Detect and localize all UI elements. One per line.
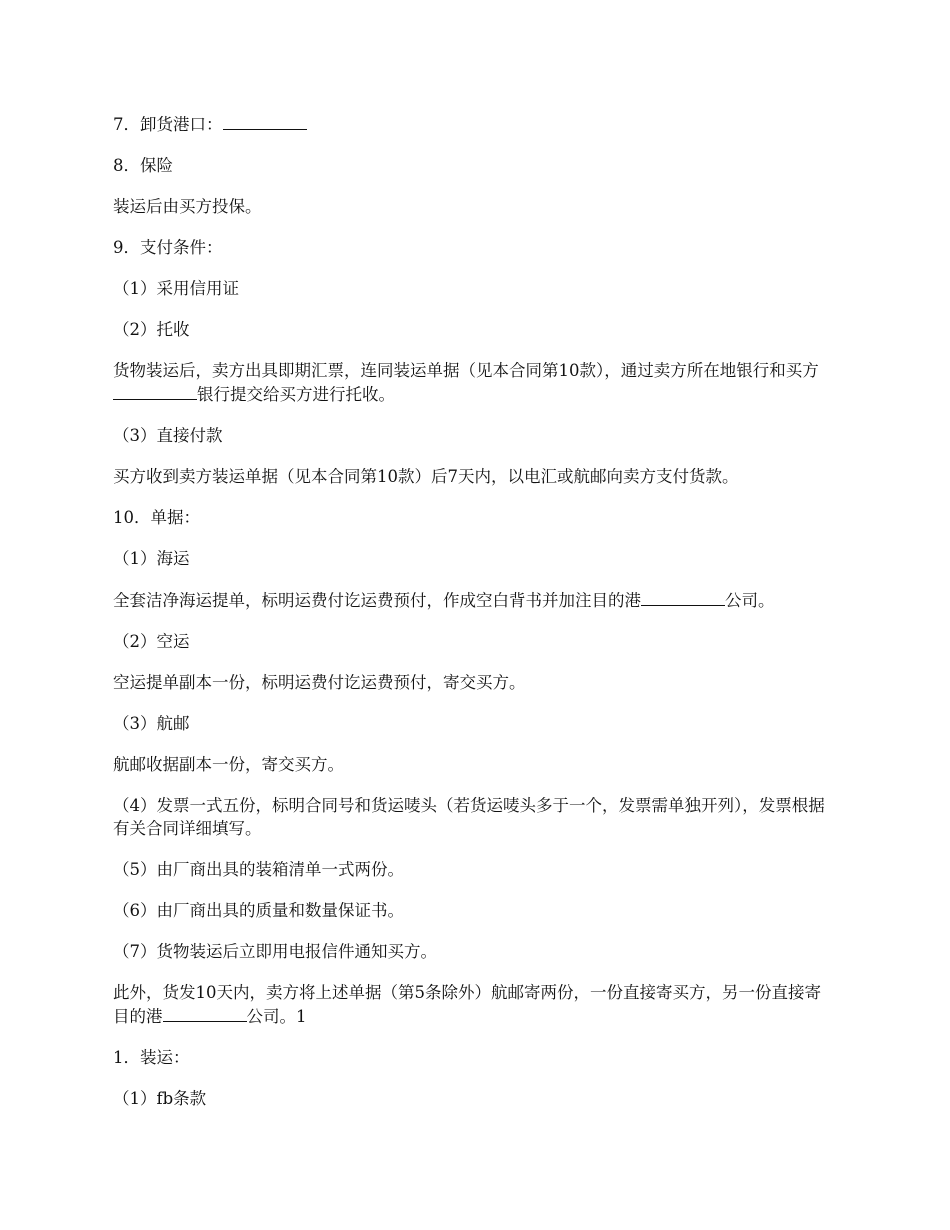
paragraph-text: 全套洁净海运提单，标明运费付讫运费预付，作成空白背书并加注目的港 <box>113 591 641 610</box>
paragraph-p06 <box>113 318 835 341</box>
paragraph-text: 公司。 <box>725 591 775 610</box>
paragraph-text: 9．支付条件： <box>113 238 223 257</box>
paragraph-p21 <box>113 981 835 1028</box>
paragraph-p22 <box>113 1046 835 1069</box>
fill-in-blank <box>223 112 307 130</box>
paragraph-text: （2）空运 <box>113 632 190 651</box>
paragraph-text: （7）货物装运后立即用电报信件通知买方。 <box>113 942 437 961</box>
paragraph-p16 <box>113 753 835 776</box>
paragraph-p04 <box>113 236 835 259</box>
paragraph-p11 <box>113 547 835 570</box>
paragraph-p05 <box>113 277 835 300</box>
fill-in-blank <box>163 1004 247 1022</box>
paragraph-text: （1）采用信用证 <box>113 279 239 298</box>
fill-in-blank <box>113 382 197 400</box>
paragraph-p17 <box>113 794 835 840</box>
paragraph-text: 货物装运后，卖方出具即期汇票，连同装运单据（见本合同第10款），通过卖方所在地银行和买方 <box>113 361 819 380</box>
paragraph-text: 买方收到卖方装运单据（见本合同第10款）后7天内，以电汇或航邮向卖方支付货款。 <box>113 467 739 486</box>
paragraph-text: 8．保险 <box>113 156 173 175</box>
paragraph-p03 <box>113 195 835 218</box>
paragraph-text: （6）由厂商出具的质量和数量保证书。 <box>113 901 404 920</box>
paragraph-text: 银行提交给买方进行托收。 <box>197 385 395 404</box>
paragraph-text: （2）托收 <box>113 320 190 339</box>
paragraph-p15 <box>113 712 835 735</box>
paragraph-text: （1）fb条款 <box>113 1089 207 1108</box>
paragraph-text: （5）由厂商出具的装箱清单一式两份。 <box>113 860 404 879</box>
paragraph-p20 <box>113 940 835 963</box>
paragraph-text: 航邮收据副本一份，寄交买方。 <box>113 755 344 774</box>
paragraph-text: （3）直接付款 <box>113 426 223 445</box>
paragraph-text: 1．装运： <box>113 1048 190 1067</box>
paragraph-p07 <box>113 359 835 406</box>
paragraph-text: 此外，货发10天内，卖方将上述单据（第5条除外）航邮寄两份，一份直接寄买方，另一份直接寄目的港 <box>113 983 821 1026</box>
paragraph-p12 <box>113 588 835 612</box>
paragraph-p10 <box>113 506 835 529</box>
paragraph-p01 <box>113 112 835 136</box>
paragraph-p19 <box>113 899 835 922</box>
paragraph-p23 <box>113 1087 835 1110</box>
paragraph-p18 <box>113 858 835 881</box>
paragraph-text: 公司。1 <box>246 1007 307 1026</box>
paragraph-text: 装运后由买方投保。 <box>113 197 262 216</box>
paragraph-text: （3）航邮 <box>113 714 190 733</box>
paragraph-p09 <box>113 465 835 488</box>
paragraph-text: （4）发票一式五份，标明合同号和货运唛头（若货运唛头多于一个，发票需单独开列），发票根据有关合同详细填写。 <box>113 796 825 838</box>
fill-in-blank <box>641 588 725 606</box>
document-body <box>113 112 835 1128</box>
paragraph-text: 空运提单副本一份，标明运费付讫运费预付，寄交买方。 <box>113 673 526 692</box>
paragraph-p02 <box>113 154 835 177</box>
paragraph-text: （1）海运 <box>113 549 190 568</box>
paragraph-text: 7．卸货港口： <box>113 115 223 134</box>
paragraph-p08 <box>113 424 835 447</box>
paragraph-text: 10．单据： <box>113 508 200 527</box>
paragraph-p13 <box>113 630 835 653</box>
paragraph-p14 <box>113 671 835 694</box>
